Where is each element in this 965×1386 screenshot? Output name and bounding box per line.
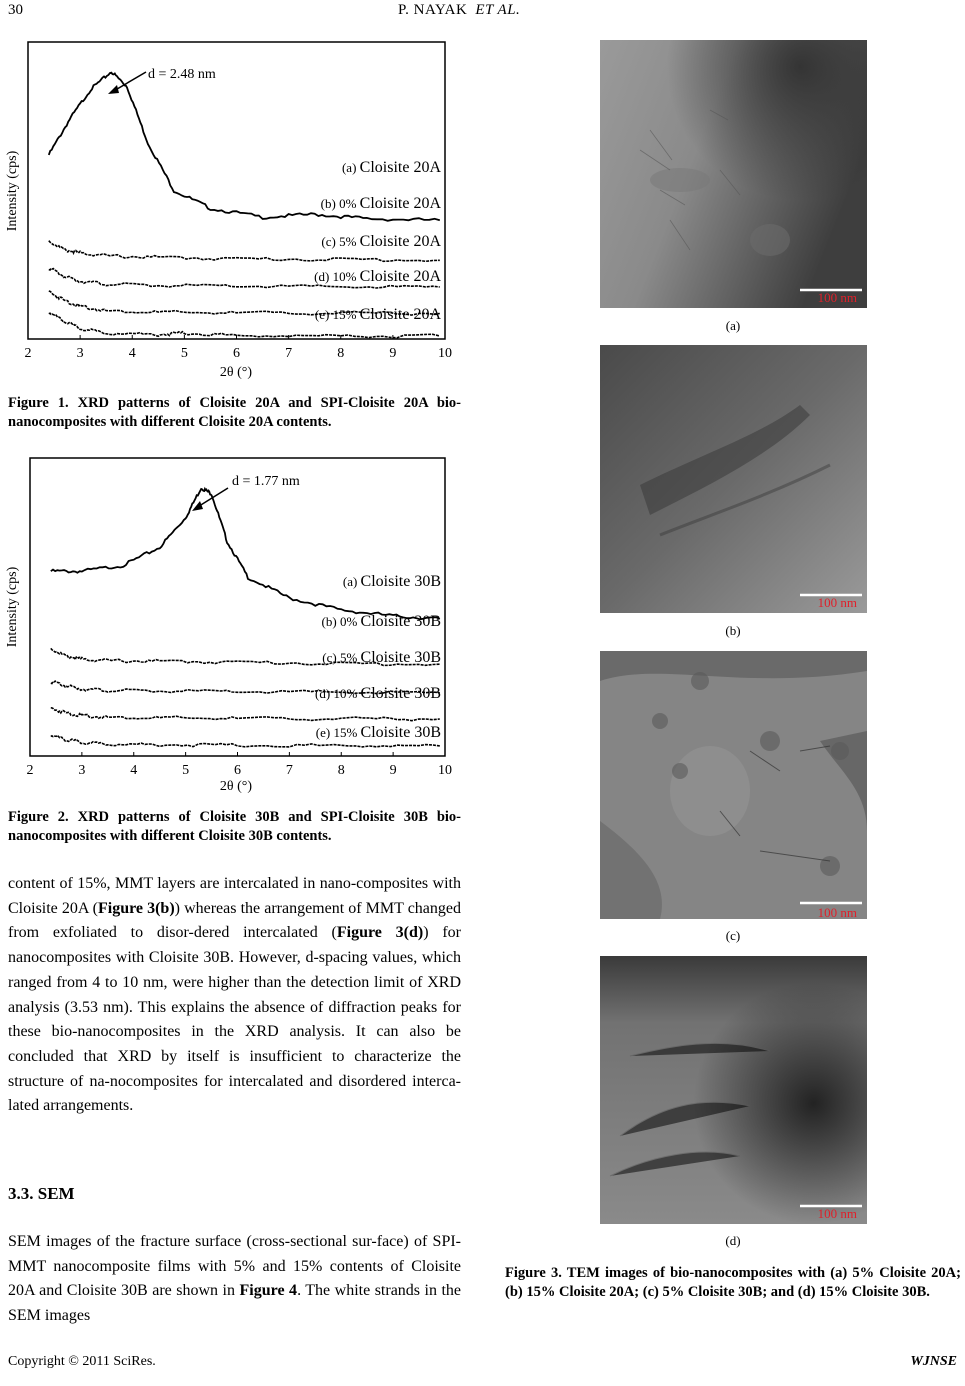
- figure2-plot-frame: [30, 458, 445, 756]
- figure2-chart: [0, 452, 462, 802]
- running-header-et-al: ET AL.: [475, 2, 521, 18]
- f2-series-line-0: [51, 489, 440, 619]
- f2-xtick-label-7: 9: [389, 763, 397, 778]
- figure1-annotation: d = 2.48 nm: [148, 67, 216, 82]
- tem-label-a: (a): [725, 318, 741, 333]
- f2-xtick-label-1: 3: [78, 763, 86, 778]
- f1-legend-0: (a) Cloisite 20A: [341, 159, 441, 176]
- scale-bar-label-c: 100 nm: [817, 905, 857, 919]
- f1-xtick-label-2: 4: [128, 346, 136, 361]
- body-paragraph-2: SEM images of the fracture surface (cross-sectional sur-face) of SPI-MMT nanocomposite films with 5% and 15% contents of Cloisite 20A and Cloisite 30B are shown in Figure 4. The white strands in the SEM images: [8, 1233, 462, 1325]
- figure2-annotation: d = 1.77 nm: [232, 474, 300, 489]
- figure1-chart: [0, 36, 462, 386]
- f1-xtick-label-3: 5: [180, 346, 188, 361]
- f2-legend-2: (c) 5% Cloisite 30B: [322, 649, 441, 666]
- f1-legend-3: (d) 10% Cloisite 20A: [314, 268, 441, 285]
- f2-xtick-label-4: 6: [234, 763, 241, 778]
- tem-image-a: [600, 40, 867, 308]
- figure2-xlabel: 2θ (°): [219, 779, 253, 794]
- f2-legend-0: (a) Cloisite 30B: [342, 573, 441, 590]
- f1-legend-4: (e) 15% Cloisite 20A: [314, 306, 441, 323]
- running-header: [398, 2, 520, 19]
- footer-journal: WJNSE: [910, 1354, 957, 1369]
- tem-image-c: [600, 651, 867, 919]
- f1-legend-1: (b) 0% Cloisite 20A: [320, 195, 441, 212]
- figure1-annotation-arrowhead: [108, 85, 119, 94]
- f1-xtick-label-8: 10: [438, 346, 452, 361]
- f2-xtick-label-5: 7: [285, 763, 293, 778]
- f1-xtick-label-0: 2: [24, 346, 32, 361]
- section-heading: 3.3. SEM: [8, 1184, 75, 1203]
- tem-label-b: (b): [725, 623, 741, 638]
- f1-legend-2: (c) 5% Cloisite 20A: [321, 233, 441, 250]
- f1-xtick-label-7: 9: [389, 346, 397, 361]
- page-number: 30: [8, 2, 23, 18]
- figure2-ylabel: Intensity (cps): [5, 566, 20, 648]
- tem-label-d: (d): [725, 1233, 741, 1248]
- f1-xtick-label-4: 6: [233, 346, 240, 361]
- scale-bar-label-a: 100 nm: [817, 290, 857, 305]
- f1-xtick-label-1: 3: [76, 346, 84, 361]
- f2-xtick-label-6: 8: [337, 763, 345, 778]
- f2-xtick-label-3: 5: [182, 763, 190, 778]
- figure1-caption: Figure 1. XRD patterns of Cloisite 20A and SPI-Cloisite 20A bio-nanocomposites with different Cloisite 20A contents.: [8, 395, 461, 430]
- running-header-authors: P. NAYAK: [398, 2, 468, 18]
- tem-label-c: (c): [725, 928, 741, 943]
- f2-xtick-label-8: 10: [438, 763, 452, 778]
- figure1-plot-frame: [28, 42, 445, 339]
- f2-xtick-label-0: 2: [26, 763, 34, 778]
- figure2-caption: Figure 2. XRD patterns of Cloisite 30B and SPI-Cloisite 30B bio-nanocomposites with different Cloisite 30B contents.: [8, 809, 461, 844]
- scale-bar-label-d: 100 nm: [817, 1206, 857, 1221]
- f2-xtick-label-2: 4: [130, 763, 138, 778]
- figure1-ylabel: Intensity (cps): [5, 150, 20, 232]
- f1-xtick-label-5: 7: [285, 346, 293, 361]
- footer-copyright: Copyright © 2011 SciRes.: [8, 1354, 156, 1369]
- figure1-xlabel: 2θ (°): [219, 365, 253, 380]
- tem-image-d: [600, 956, 867, 1224]
- f2-legend-4: (e) 15% Cloisite 30B: [315, 724, 441, 741]
- tem-image-b: [600, 345, 867, 613]
- scale-bar-label-b: 100 nm: [817, 595, 857, 610]
- body-paragraph-1: content of 15%, MMT layers are intercalated in nano-composites with Cloisite 20A (Figure 3(b)) whereas the arrangement of MMT changed from exfoliated to disor-dered intercalated (Figure 3(d)) for nanocomposites with Cloisite 30B. However, d-spacing values, which ranged from 4 to 10 nm, were higher than the detection limit of XRD analysis (3.53 nm). This explains the absence of diffraction peaks for these bio-nanocomposites in the XRD analysis. It can also be concluded that XRD by itself is insufficient to characterize the structure of na-nocomposites for intercalated and disordered interca-lated arrangements.: [8, 875, 462, 1115]
- f1-xtick-label-6: 8: [337, 346, 345, 361]
- f2-series-line-3: [51, 708, 440, 721]
- f2-legend-3: (d) 10% Cloisite 30B: [315, 685, 441, 702]
- f2-legend-1: (b) 0% Cloisite 30B: [321, 613, 441, 630]
- figure3-caption: Figure 3. TEM images of bio-nanocomposites with (a) 5% Cloisite 20A; (b) 15% Cloisite 20A; (c) 5% Cloisite 30B; and (d) 15% Cloisite 30B.: [505, 1265, 961, 1300]
